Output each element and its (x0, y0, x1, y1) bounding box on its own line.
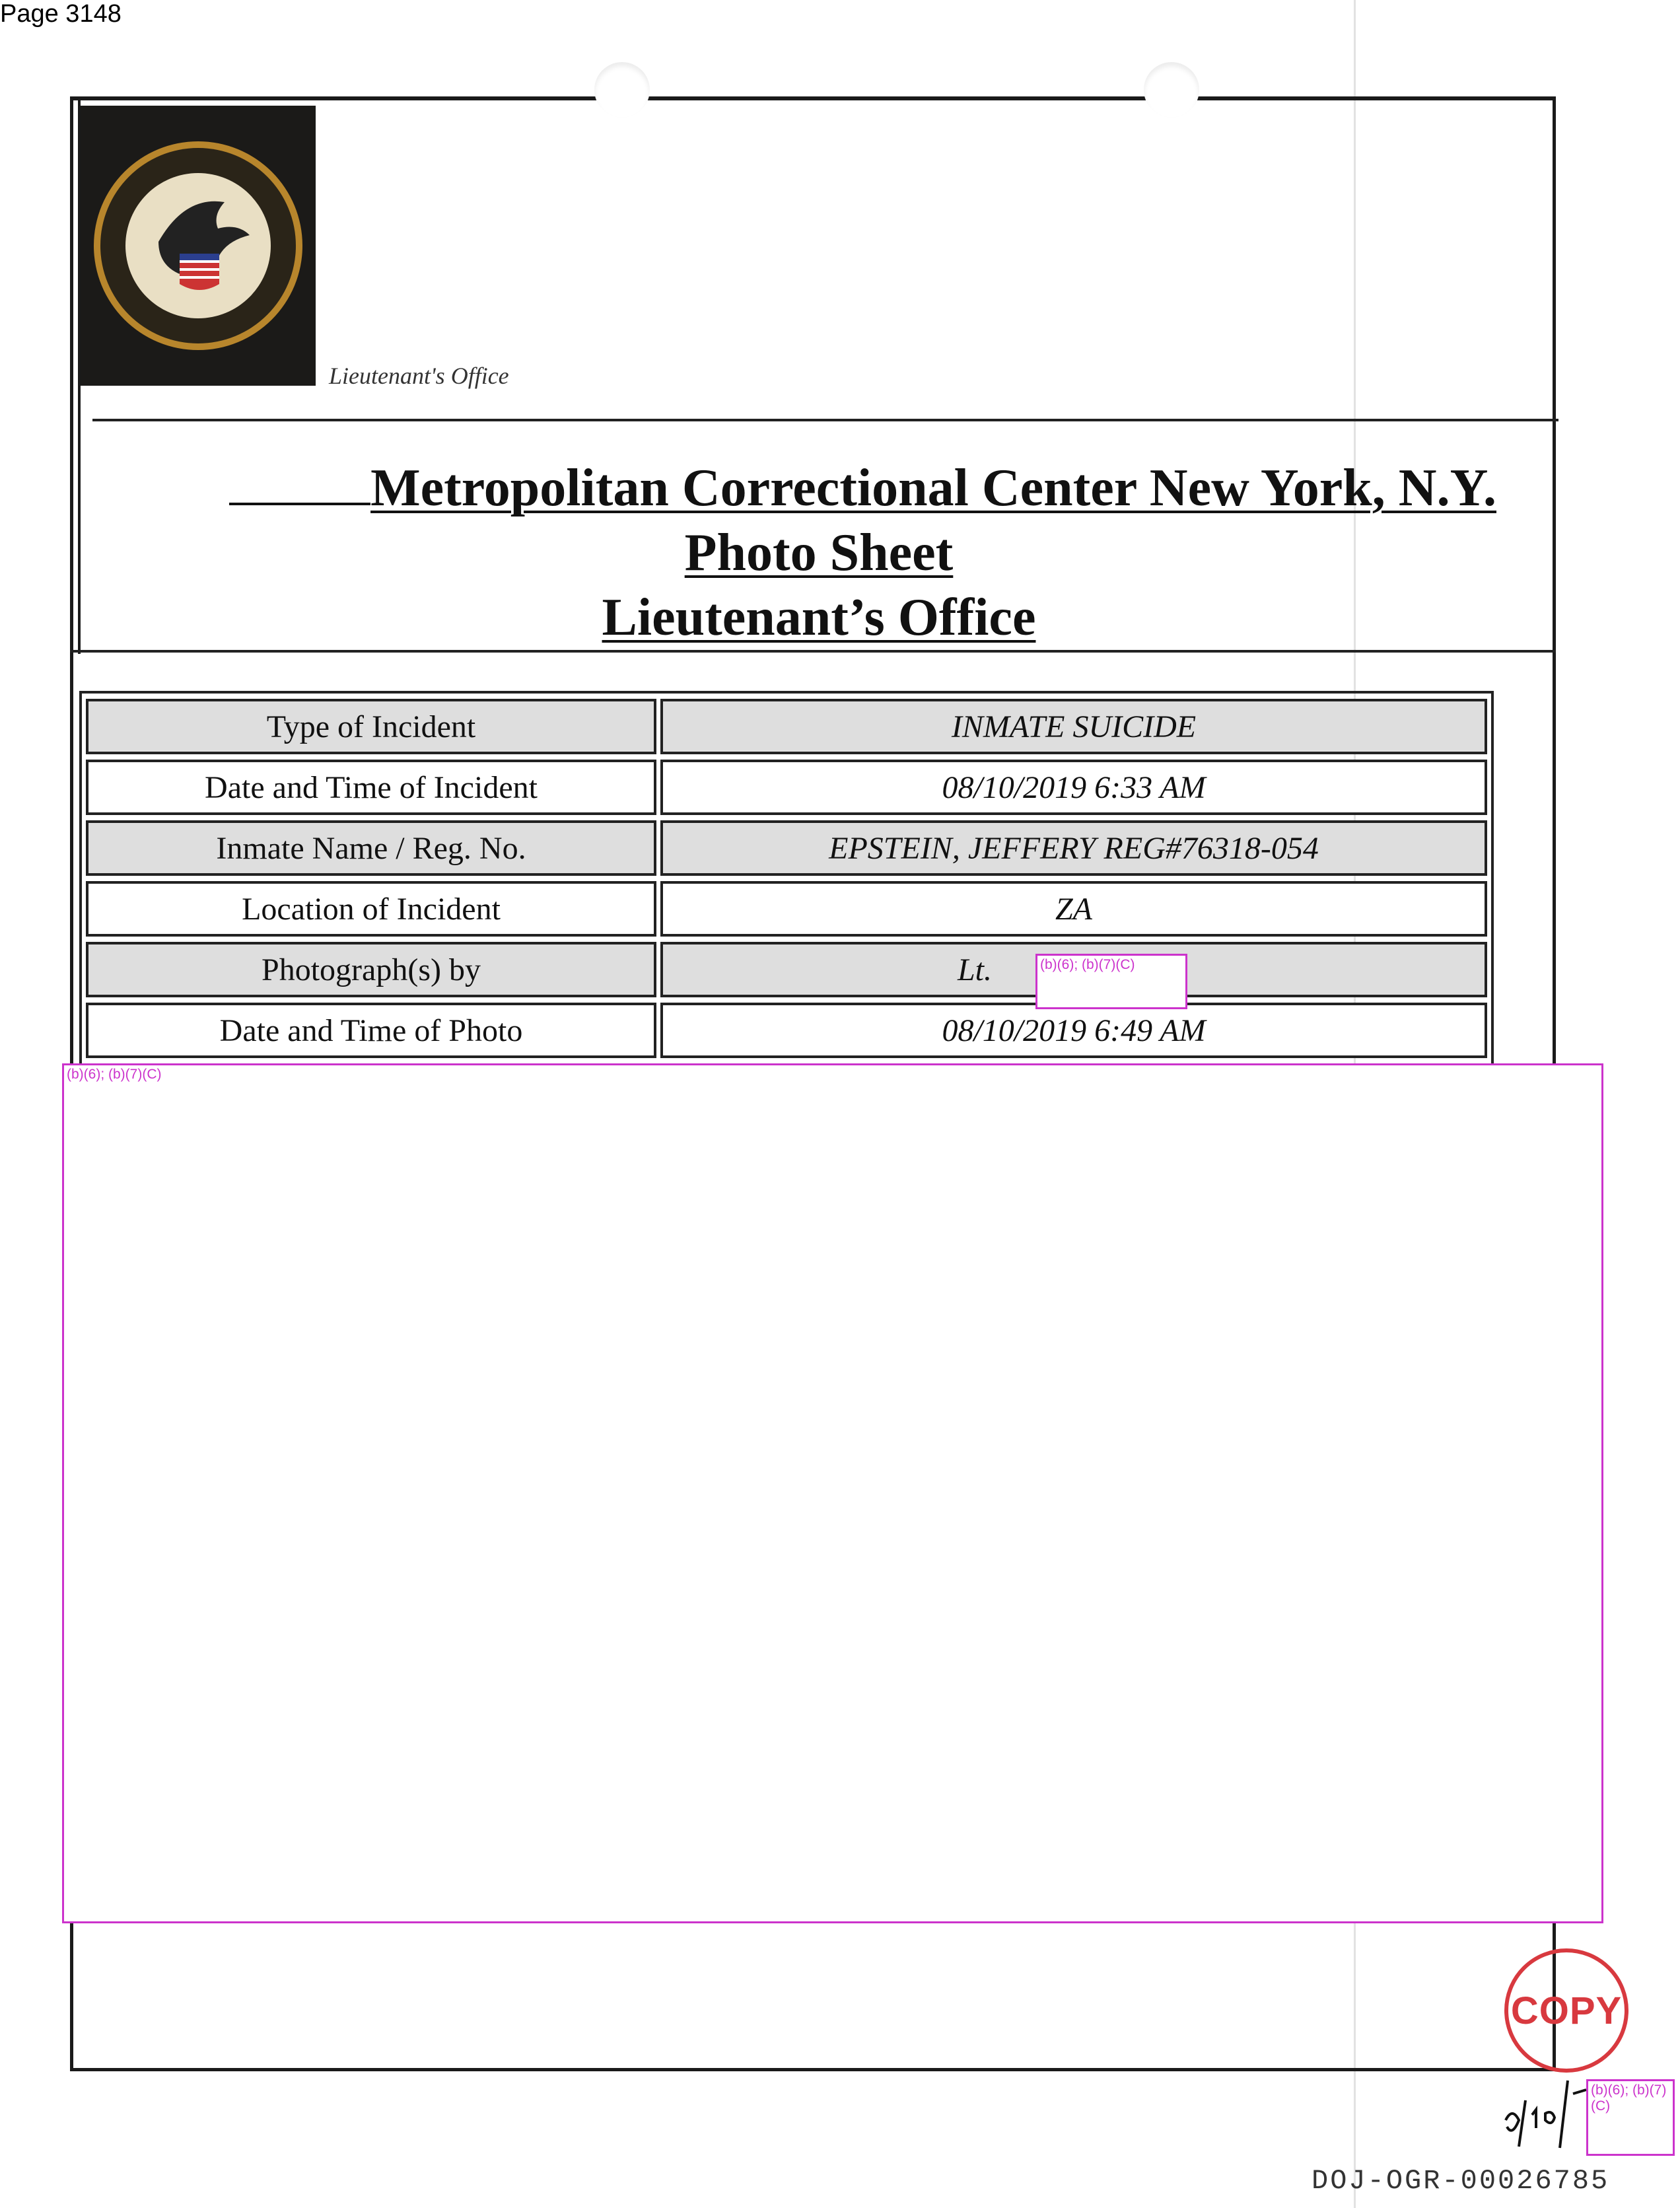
row-label: Type of Incident (86, 699, 656, 754)
table-row (86, 1003, 1487, 1058)
sheet-title: Photo Sheet (684, 524, 954, 582)
title-lead-rule (229, 503, 370, 505)
table-row (86, 699, 1487, 754)
handwritten-date-mark (1499, 2074, 1592, 2153)
title-rule (70, 650, 1556, 653)
copy-stamp-text: COPY (1510, 1989, 1623, 2032)
page-label: Page 3148 (0, 0, 122, 28)
table-row (86, 881, 1487, 937)
row-value: 08/10/2019 6:49 AM (660, 1003, 1487, 1058)
photographer-prefix: Lt. (957, 952, 993, 987)
table-row (86, 760, 1487, 815)
row-label: Inmate Name / Reg. No. (86, 820, 656, 876)
incident-info-table (79, 691, 1494, 1066)
header-rule (92, 419, 1558, 421)
redaction-signature: (b)(6); (b)(7)(C) (1586, 2079, 1675, 2156)
row-value: EPSTEIN, JEFFERY REG#76318-054 (660, 820, 1487, 876)
row-value: 08/10/2019 6:33 AM (660, 760, 1487, 815)
document-id: DOJ-OGR-00026785 (1312, 2165, 1610, 2197)
office-caption: Lieutenant's Office (329, 363, 509, 389)
row-label: Date and Time of Photo (86, 1003, 656, 1058)
row-label: Location of Incident (86, 881, 656, 937)
copy-stamp (1504, 1948, 1628, 2073)
row-value: ZA (660, 881, 1487, 937)
row-label: Photograph(s) by (86, 942, 656, 997)
facility-title-text: Metropolitan Correctional Center New York, N.Y. (370, 459, 1496, 517)
office-title: Lieutenant’s Office (602, 588, 1036, 647)
binder-hole-right (1144, 62, 1199, 118)
row-label: Date and Time of Incident (86, 760, 656, 815)
bop-seal-logo (81, 106, 316, 386)
binder-hole-left (594, 62, 650, 118)
row-value: INMATE SUICIDE (660, 699, 1487, 754)
table-row (86, 820, 1487, 876)
handwritten-date (1499, 2074, 1592, 2153)
seal-graphic (81, 106, 316, 386)
facility-title (79, 456, 1558, 520)
title-block (79, 456, 1558, 650)
table-row (86, 942, 1487, 997)
redaction-photographer: (b)(6); (b)(7)(C) (1035, 954, 1187, 1009)
redaction-photo: (b)(6); (b)(7)(C) (62, 1063, 1603, 1923)
